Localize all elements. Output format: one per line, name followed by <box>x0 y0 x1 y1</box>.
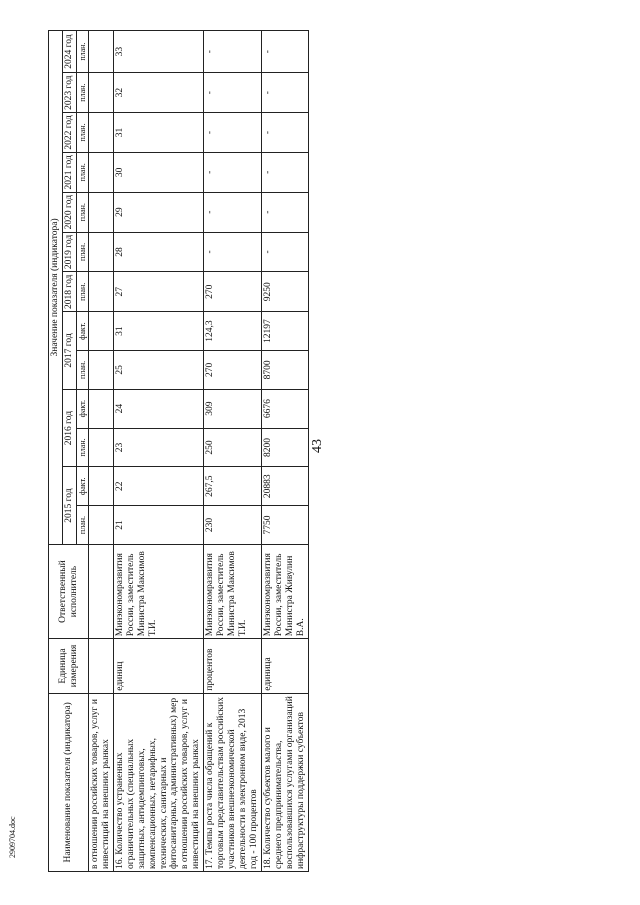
value-cell: - <box>261 113 308 153</box>
plan-label: план. <box>76 73 88 113</box>
col-header-name: Наименование показателя (индикатора) <box>49 693 89 871</box>
value-cell: 24 <box>113 389 203 428</box>
value-cell: 20883 <box>261 467 308 506</box>
indicators-table <box>48 30 309 872</box>
value-cell: 12197 <box>261 312 308 351</box>
value-cell: - <box>204 232 262 272</box>
value-cell: 30 <box>113 152 203 192</box>
header-row-1 <box>49 31 63 872</box>
col-header-responsible: Ответственный исполнитель <box>49 544 89 638</box>
table-row <box>113 31 203 872</box>
year-2015: 2015 год <box>62 467 76 545</box>
value-cell: 250 <box>204 428 262 467</box>
rotated-page-content <box>48 30 613 872</box>
value-cell: 23 <box>113 428 203 467</box>
indicator-unit: единиц <box>113 639 203 694</box>
value-cell: - <box>261 31 308 73</box>
value-cell: 27 <box>113 272 203 312</box>
table-row <box>204 31 262 872</box>
year-2017: 2017 год <box>62 312 76 390</box>
plan-label: план. <box>76 350 88 389</box>
plan-label: план. <box>76 232 88 272</box>
indicator-name: 17. Темпы роста числа обращений к торговым представительствам российских участников внешнеэкономической деятельности в электронном виде, 2013 год - 100 процентов <box>204 693 262 871</box>
year-2019: 2019 год <box>62 232 76 272</box>
page-number: 43 <box>310 439 325 453</box>
table-row-continuation <box>89 31 114 872</box>
row-number: 17. <box>205 857 216 869</box>
value-cell: 31 <box>113 312 203 351</box>
row-number: 18. <box>262 857 273 869</box>
year-2022: 2022 год <box>62 113 76 153</box>
indicator-name: 18. Количество субъектов малого и среднего предпринимательства, воспользовавшихся услугами организаций инфраструктуры поддержки субъектов <box>261 693 308 871</box>
value-cell: - <box>261 73 308 113</box>
plan-label: план. <box>76 31 88 73</box>
value-cell: 270 <box>204 350 262 389</box>
indicator-responsible: Минэкономразвития России, заместитель Министра Максимов Т.И. <box>113 544 203 638</box>
value-cell: 7750 <box>261 506 308 545</box>
value-cell: 270 <box>204 272 262 312</box>
year-2021: 2021 год <box>62 152 76 192</box>
year-2018: 2018 год <box>62 272 76 312</box>
year-2016: 2016 год <box>62 389 76 467</box>
indicator-responsible: Минэкономразвития России, заместитель Министра Живулин В.А. <box>261 544 308 638</box>
value-cell: 33 <box>113 31 203 73</box>
value-cell: - <box>261 192 308 232</box>
footer-filename: 2909704.doc <box>8 816 17 858</box>
col-header-indicator-values: Значение показателя (индикатора) <box>49 31 63 545</box>
value-cell: 28 <box>113 232 203 272</box>
fact-label: факт. <box>76 312 88 351</box>
value-cell: - <box>261 152 308 192</box>
value-cell: 21 <box>113 506 203 545</box>
col-header-unit: Единица измерения <box>49 639 89 694</box>
value-cell: - <box>204 152 262 192</box>
indicator-unit <box>89 639 114 694</box>
value-cell: 31 <box>113 113 203 153</box>
value-cell: - <box>261 232 308 272</box>
value-cell: 124,3 <box>204 312 262 351</box>
value-cell: 9250 <box>261 272 308 312</box>
row-number: 16. <box>114 857 125 869</box>
indicator-unit: единица <box>261 639 308 694</box>
plan-label: план. <box>76 428 88 467</box>
value-cell: 309 <box>204 389 262 428</box>
value-cell: - <box>204 73 262 113</box>
year-2024: 2024 год <box>62 31 76 73</box>
indicator-unit: процентов <box>204 639 262 694</box>
year-2020: 2020 год <box>62 192 76 232</box>
plan-label: план. <box>76 152 88 192</box>
value-cell: - <box>204 113 262 153</box>
value-cell: 29 <box>113 192 203 232</box>
year-2023: 2023 год <box>62 73 76 113</box>
value-cell: 267,5 <box>204 467 262 506</box>
value-cell: 22 <box>113 467 203 506</box>
indicator-name: 16. Количество устраненных ограничительных (специальных защитных, антидемпинговых, компенсационных, нетарифных, технических, санитарных и фитосанитарных, административных) мер в отношении российских товаров, услуг и инвестиций на внешних рынках <box>113 693 203 871</box>
indicator-responsible <box>89 544 114 638</box>
value-cell: 230 <box>204 506 262 545</box>
table-row <box>261 31 308 872</box>
plan-label: план. <box>76 192 88 232</box>
value-cell: 8700 <box>261 350 308 389</box>
fact-label: факт. <box>76 389 88 428</box>
value-cell: 32 <box>113 73 203 113</box>
value-cell: - <box>204 31 262 73</box>
indicator-name: в отношении российских товаров, услуг и инвестиций на внешних рынках <box>89 693 114 871</box>
plan-label: план. <box>76 272 88 312</box>
value-cell: 6676 <box>261 389 308 428</box>
plan-label: план. <box>76 113 88 153</box>
indicator-responsible: Минэкономразвития России, заместитель Министра Максимов Т.И. <box>204 544 262 638</box>
value-cell: - <box>204 192 262 232</box>
value-cell: 25 <box>113 350 203 389</box>
value-cell: 8200 <box>261 428 308 467</box>
fact-label: факт. <box>76 467 88 506</box>
plan-label: план. <box>76 506 88 545</box>
